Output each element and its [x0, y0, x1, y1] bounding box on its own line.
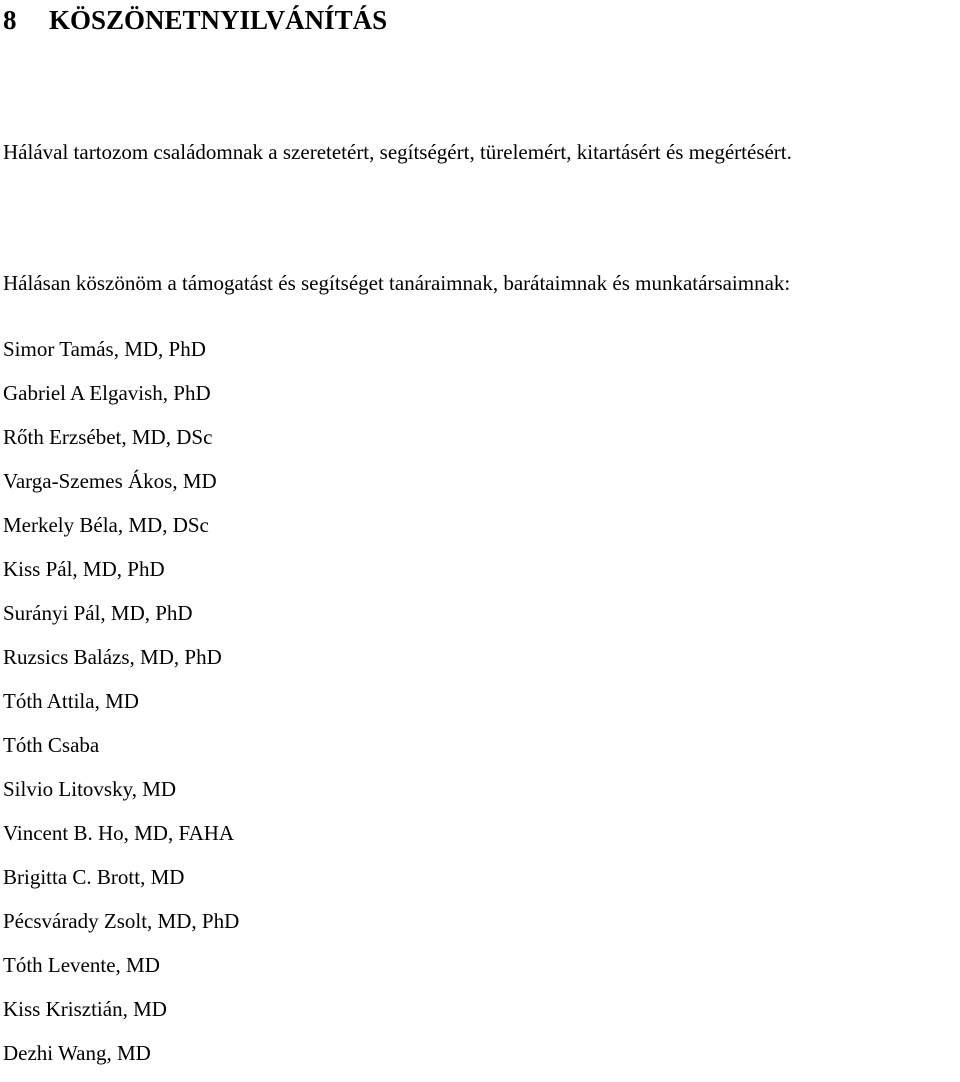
list-item: Simor Tamás, MD, PhD — [3, 337, 206, 361]
list-item: Kiss Pál, MD, PhD — [3, 557, 165, 581]
acknowledged-names-list — [3, 334, 239, 1082]
list-item: Silvio Litovsky, MD — [3, 777, 177, 801]
section-number: 8 — [3, 5, 17, 35]
list-item: Rőth Erzsébet, MD, DSc — [3, 425, 213, 449]
section-heading — [3, 0, 387, 40]
list-item: Vincent B. Ho, MD, FAHA — [3, 821, 235, 845]
list-item: Tóth Attila, MD — [3, 689, 139, 713]
list-item: Tóth Csaba — [3, 733, 100, 757]
family-thanks-paragraph: Hálával tartozom családomnak a szeretetért, segítségért, türelemért, kitartásért és megértésért. — [3, 140, 792, 164]
list-item: Surányi Pál, MD, PhD — [3, 601, 193, 625]
list-item: Gabriel A Elgavish, PhD — [3, 381, 211, 405]
list-item: Dezhi Wang, MD — [3, 1041, 151, 1065]
list-item: Kiss Krisztián, MD — [3, 997, 167, 1021]
list-item: Ruzsics Balázs, MD, PhD — [3, 645, 222, 669]
colleagues-thanks-paragraph: Hálásan köszönöm a támogatást és segítséget tanáraimnak, barátaimnak és munkatársaimnak: — [3, 271, 791, 295]
list-item: Brigitta C. Brott, MD — [3, 865, 185, 889]
section-title: KÖSZÖNETNYILVÁNÍTÁS — [49, 5, 388, 35]
list-item: Merkely Béla, MD, DSc — [3, 513, 209, 537]
list-item: Pécsvárady Zsolt, MD, PhD — [3, 909, 240, 933]
list-item: Varga-Szemes Ákos, MD — [3, 469, 217, 493]
list-item: Tóth Levente, MD — [3, 953, 160, 977]
